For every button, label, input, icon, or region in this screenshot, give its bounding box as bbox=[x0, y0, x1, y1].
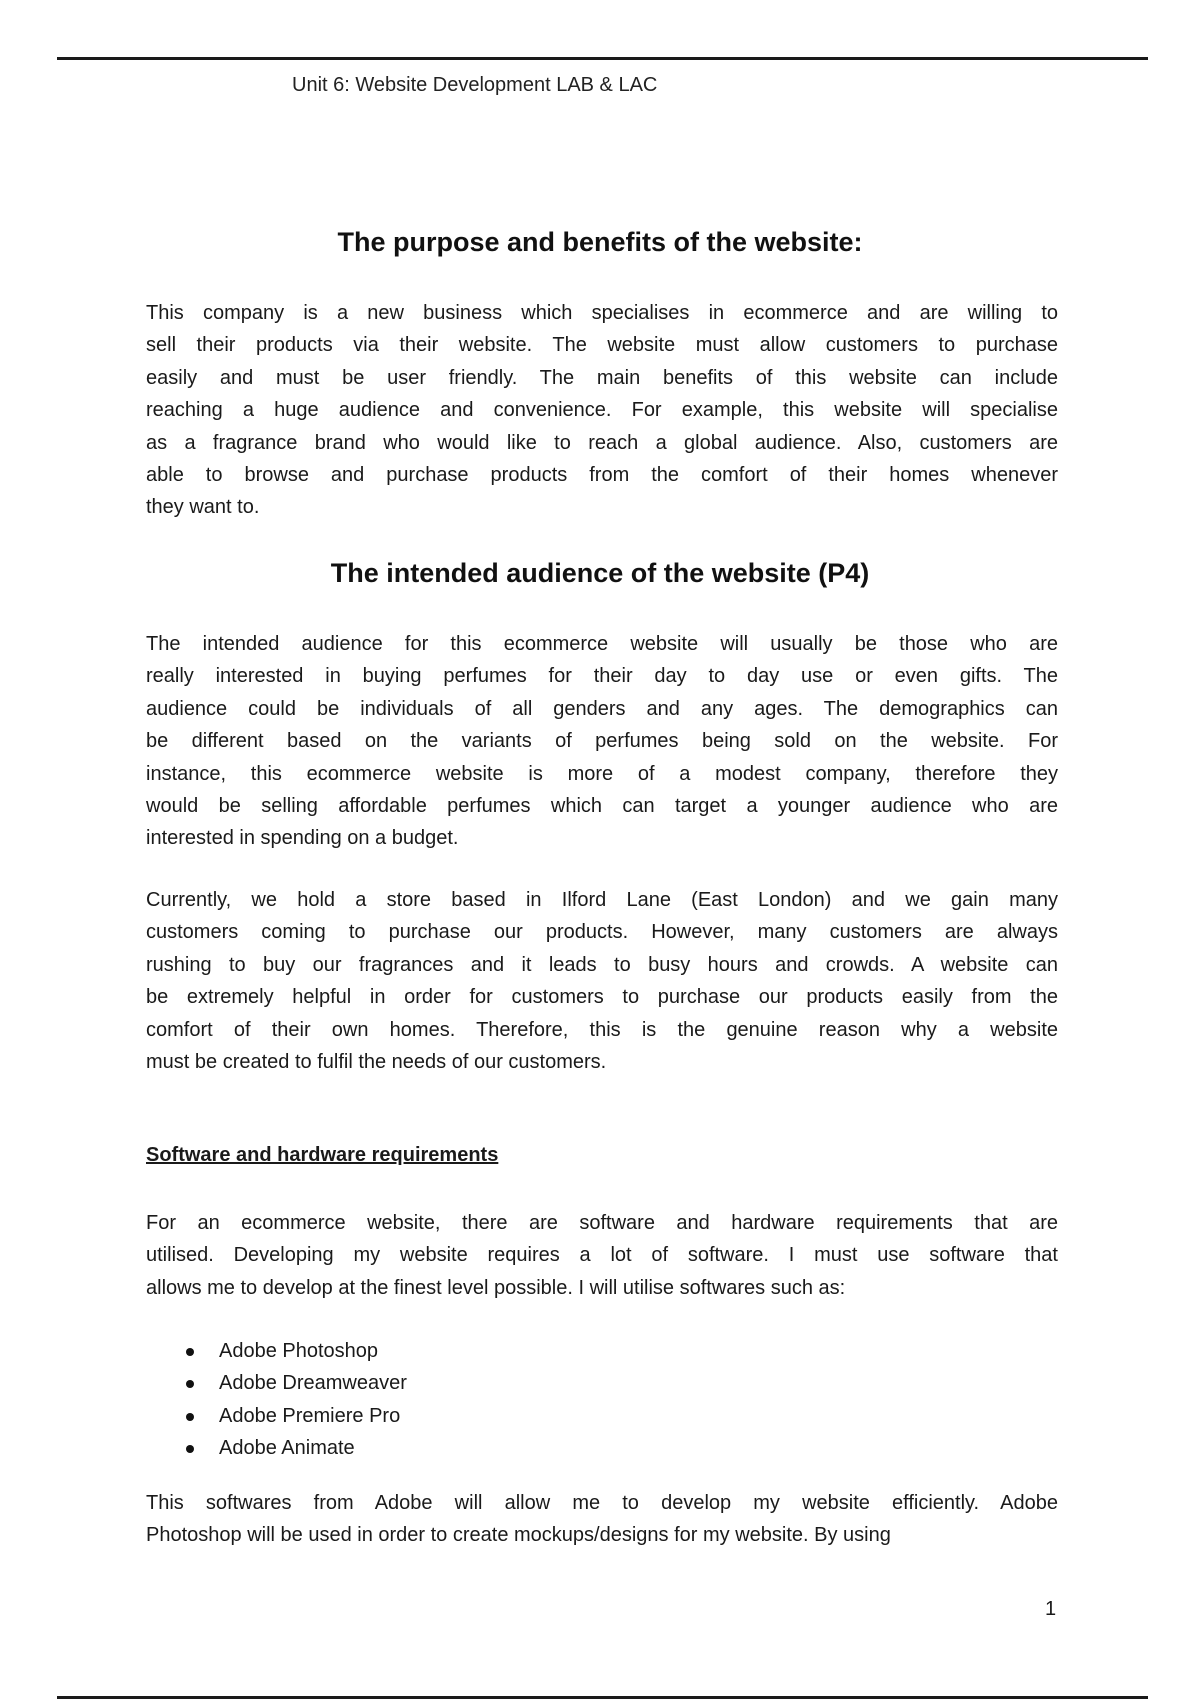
text-line: Currently, we hold a store based in Ilford Lane (East London) and we gain many bbox=[146, 889, 1058, 911]
text-line: This company is a new business which specialises in ecommerce and are willing to bbox=[146, 302, 1058, 324]
text-line: rushing to buy our fragrances and it leads to busy hours and crowds. A website can bbox=[146, 953, 1058, 976]
text-line: instance, this ecommerce website is more of a modest company, therefore they bbox=[146, 762, 1058, 785]
text-line: sell their products via their website. The website must allow customers to purchase bbox=[146, 334, 1058, 357]
text-line: be extremely helpful in order for customers to purchase our products easily from the bbox=[146, 986, 1058, 1009]
footer-rule bbox=[57, 1696, 1148, 1699]
text-line: customers coming to purchase our products. However, many customers are always bbox=[146, 921, 1058, 944]
text-line: audience could be individuals of all genders and any ages. The demographics can bbox=[146, 697, 1058, 720]
purpose-heading: The purpose and benefits of the website: bbox=[337, 227, 863, 257]
bullet-icon bbox=[186, 1380, 194, 1388]
text-line: as a fragrance brand who would like to reach a global audience. Also, customers are bbox=[146, 431, 1058, 454]
text-line: would be selling affordable perfumes which can target a younger audience who are bbox=[146, 794, 1058, 817]
list-item bbox=[146, 1335, 407, 1367]
audience-paragraph bbox=[146, 628, 1058, 855]
text-line: comfort of their own homes. Therefore, this is the genuine reason why a website bbox=[146, 1018, 1058, 1041]
software-list bbox=[146, 1335, 407, 1465]
text-line: utilised. Developing my website requires a lot of software. I must use software that bbox=[146, 1244, 1058, 1267]
page-number: 1 bbox=[1045, 1598, 1057, 1620]
list-item-label: Adobe Premiere Pro bbox=[219, 1404, 401, 1427]
purpose-paragraph bbox=[146, 297, 1058, 524]
bullet-icon bbox=[186, 1348, 194, 1356]
list-item-label: Adobe Photoshop bbox=[219, 1340, 379, 1362]
text-line: allows me to develop at the finest level possible. I will utilise softwares such as: bbox=[146, 1276, 846, 1299]
text-line: really interested in buying perfumes for their day to day use or even gifts. The bbox=[146, 665, 1058, 688]
text-line: reaching a huge audience and convenience. For example, this website will specialise bbox=[146, 399, 1058, 422]
text-line: easily and must be user friendly. The main benefits of this website can include bbox=[146, 366, 1058, 389]
requirements-heading: Software and hardware requirements bbox=[146, 1144, 499, 1166]
text-line: Photoshop will be used in order to create mockups/designs for my website. By using bbox=[146, 1524, 891, 1547]
text-line: they want to. bbox=[146, 496, 260, 519]
text-line: The intended audience for this ecommerce website will usually be those who are bbox=[146, 633, 1058, 655]
list-item-label: Adobe Dreamweaver bbox=[219, 1372, 407, 1395]
text-line: interested in spending on a budget. bbox=[146, 827, 459, 850]
adobe-paragraph bbox=[146, 1487, 1058, 1552]
text-line: be different based on the variants of perfumes being sold on the website. For bbox=[146, 730, 1058, 753]
audience-heading: The intended audience of the website (P4) bbox=[330, 558, 870, 588]
list-item-label: Adobe Animate bbox=[219, 1437, 355, 1460]
text-line: This softwares from Adobe will allow me to develop my website efficiently. Adobe bbox=[146, 1492, 1058, 1514]
bullet-icon bbox=[186, 1413, 194, 1421]
running-header: Unit 6: Website Development LAB & LAC bbox=[292, 74, 658, 96]
list-item bbox=[146, 1432, 407, 1464]
text-line: must be created to fulfil the needs of our customers. bbox=[146, 1050, 607, 1073]
requirements-paragraph bbox=[146, 1207, 1058, 1304]
text-line: able to browse and purchase products from the comfort of their homes whenever bbox=[146, 463, 1058, 486]
text-line: For an ecommerce website, there are software and hardware requirements that are bbox=[146, 1212, 1058, 1234]
bullet-icon bbox=[186, 1445, 194, 1453]
store-paragraph bbox=[146, 884, 1058, 1078]
list-item bbox=[146, 1400, 407, 1432]
header-rule bbox=[57, 57, 1148, 60]
list-item bbox=[146, 1367, 407, 1399]
